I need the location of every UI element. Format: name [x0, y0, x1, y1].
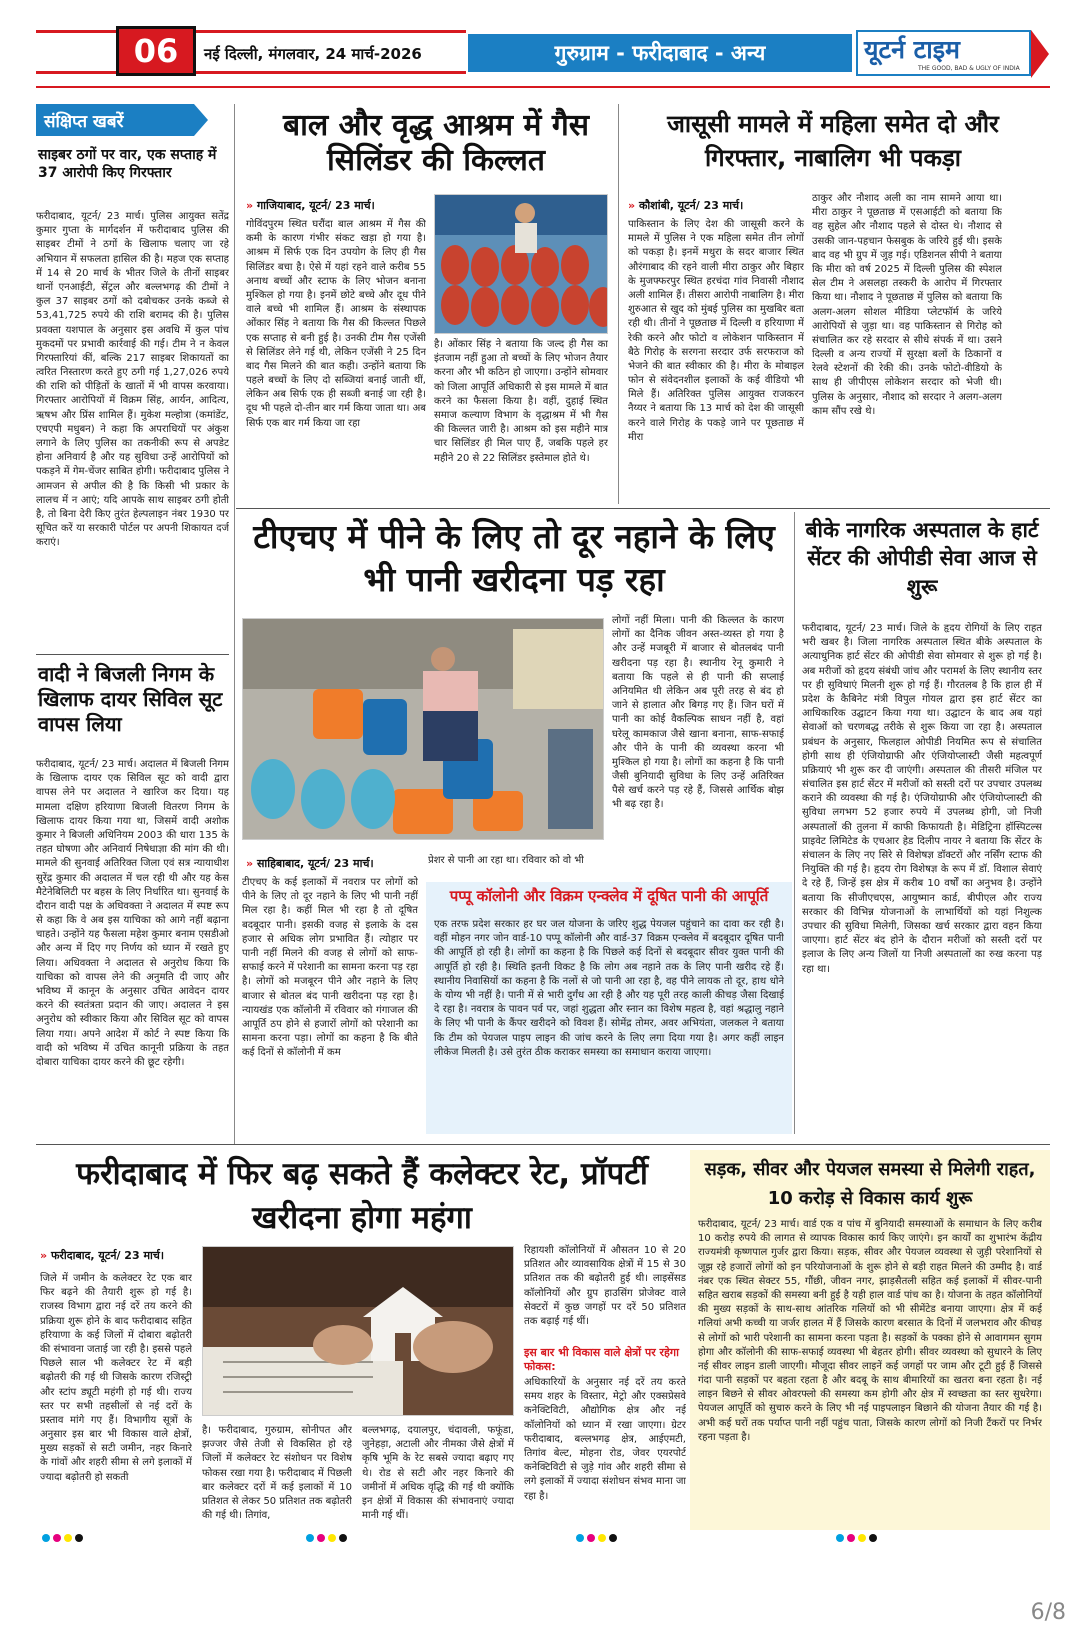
page-counter: 6/8 — [1030, 1600, 1066, 1625]
spy-headline: जासूसी मामले में महिला समेत दो और गिरफ्तार, नाबालिग भी पकड़ा — [667, 110, 999, 172]
column-rule — [234, 104, 235, 1144]
pappu-body: एक तरफ प्रदेश सरकार हर घर जल योजना के जरिए शुद्ध पेयजल पहुंचाने का दावा कर रही है। वहीं मोहन नगर जोन वार्ड-10 पप्पू कॉलोनी और वार्ड-37 विक्रम एन्क्लेव में बदबूदार दूषित पानी की आपूर्ति हो रही है। लोगों का कहना है कि पिछले कई दिनों से बदबूदार सीवर युक्त पानी की आपूर्ति हो रही है। स्थिति इतनी विकट है कि लोग अब नहाने तक के लिए पानी खरीद रहे हैं। स्थानीय निवासियों का कहना है कि नलों से जो पानी आ रहा है, वह पीने लायक तो दूर, हाथ धोने के योग्य भी नहीं है। पानी में से भारी दुर्गंध आ रही है और यह पूरी तरह काली कीचड़ जैसा दिखाई दे रहा है। नवरात्र के पावन पर्व पर, जहां शुद्धता और स्नान का विशेष महत्व है, वहां श्रद्धालु नहाने के लिए भी पानी के कैंपर खरीदने को विवश हैं। सोमेंद्र तोमर, अवर अभियंता, जलकल ने बताया कि टीम को पेयजल पाइप लाइन की जांच करने के लिए लगा दिया गया है। अगर कहीं लाइन लीकेज मिलती है। उसे तुरंत ठीक कराकर समस्या का समाधान कराया जाएगा। — [434, 919, 784, 1058]
collector-body-col1: जिले में जमीन के कलेक्टर रेट एक बार फिर बढ़ने की तैयारी शुरू हो गई है। राजस्व विभाग द्वारा नई दरें तय करने की प्रक्रिया शुरू होने के बाद फरीदाबाद सहित हरियाणा के कई जिलों में दोबारा बढ़ोतरी की संभावना जताई जा रही है। इससे पहले पिछले साल भी कलेक्टर रेट में बड़ी बढ़ोतरी की गई थी जिसके कारण रजिस्ट्री और स्टांप ड्यूटी महंगी हो गई थी। राज्य स्तर पर सभी तहसीलों से नई दरों के प्रस्ताव मांगे गए हैं। विभागीय सूत्रों के अनुसार इस बार भी विकास वाले क्षेत्रों, मुख्य सड़कों से सटी जमीन, नहर किनारे के गांवों और शहरी सीमा से लगे इलाकों में ज्यादा बढ़ोतरी हो सकती — [40, 1273, 192, 1483]
collector-body-col2: है। फरीदाबाद, गुरुग्राम, सोनीपत और झज्जर जैसे तेजी से विकसित हो रहे जिलों में कलेक्टर रेट संशोधन पर विशेष फोकस रखा गया है। फरीदाबाद में पिछली बार कलेक्टर दरों में कई इलाकों में 10 प्रतिशत से लेकर 50 प्रतिशत तक बढ़ोतरी की गई थी। तिगांव, — [202, 1425, 352, 1522]
water-byline: » साहिबाबाद, यूटर्न/ 23 मार्च। — [246, 857, 374, 870]
ashram-headline: बाल और वृद्ध आश्रम में गैस सिलिंडर की किल्लत — [282, 108, 590, 179]
hospital-body: फरीदाबाद, यूटर्न/ 23 मार्च। जिले के हृदय रोगियों के लिए राहत भरी खबर है। जिला नागरिक अस्पताल स्थित बीके अस्पताल के अत्याधुनिक हार्ट सेंटर की ओपीडी सेवा सोमवार से शुरू हो गई है। अब मरीजों को हृदय संबंधी जांच और परामर्श के लिए स्थानीय स्तर पर ही सुविधाएं मिलनी शुरू हो गई हैं। गौरतलब है कि हाल ही में प्रदेश के कैबिनेट मंत्री विपुल गोयल द्वारा इस हार्ट सेंटर का आधिकारिक उद्घाटन किया गया था। उद्घाटन के बाद अब यहां सेवाओं को चरणबद्ध तरीके से शुरू किया जा रहा है। अस्पताल प्रबंधन के अनुसार, फिलहाल ओपीडी नियमित रूप से संचालित होगी साथ ही एंजियोग्राफी और एंजियोप्लास्टी जैसी महत्वपूर्ण प्रक्रियाएं भी शुरू कर दी जाएंगी। अस्पताल की तीसरी मंजिल पर संचालित इस हार्ट सेंटर में मरीजों को सस्ती दरों पर उपचार उपलब्ध कराने की व्यवस्था की गई है। एंजियोग्राफी और एंजियोप्लास्टी की सुविधा लगभग 52 हजार रुपये में उपलब्ध होगी, जो निजी अस्पतालों की तुलना में काफी किफायती है। मेडिट्रिना हॉस्पिटल्स प्राइवेट लिमिटेड के एचआर हेड दिलीप नायर ने बताया कि सेंटर के संचालन के लिए नए सिरे से विशेषज्ञ डॉक्टरों और नर्सिंग स्टाफ की नियुक्ति की गई है। हृदय रोग विशेषज्ञ के रूप में डॉ. विशाल सेवाएं दे रहे हैं, जिन्हें इस क्षेत्र में करीब 10 वर्षों का अनुभव है। उन्होंने बताया कि सीजीएचएस, आयुष्मान कार्ड, बीपीएल और राज्य सरकार की विभिन्न योजनाओं के लाभार्थियों को यहां निशुल्क उपचार की सुविधा मिलेगी, जिसका खर्च सरकार द्वारा वहन किया जाएगा। हार्ट सेंटर बंद होने के दौरान मरीजों को सस्ती दरों पर इलाज के लिए अन्य जिलों या निजी अस्पतालों का रुख करना पड़ रहा था। — [802, 623, 1042, 975]
collector-subhead: इस बार भी विकास वाले क्षेत्रों पर रहेगा फोकस: — [524, 1346, 679, 1374]
gas-cylinder-photo — [434, 194, 608, 334]
registration-marks — [836, 1534, 877, 1544]
water-body-right: लोगों नहीं मिला। पानी की किल्लत के कारण लोगों का दैनिक जीवन अस्त-व्यस्त हो गया है और उन्हें मजबूरी में बाजार से बोतलबंद पानी खरीदना पड़ रहा है। स्थानीय रेनू कुमारी ने बताया कि पहले से ही पानी की सप्लाई अनियमित थी लेकिन अब पूरी तरह से बंद हो जाने से हालात और बिगड़ गए हैं। जिन घरों में पानी का कोई वैकल्पिक साधन नहीं है, वहां घरेलू कामकाज जैसे खाना बनाना, साफ-सफाई और पीने के पानी की व्यवस्था करना भी मुश्किल हो गया है। लोगों का कहना है कि पानी जैसी बुनियादी सुविधा के लिए उन्हें अतिरिक्त पैसे खर्च करने पड़ रहे हैं, जिससे आर्थिक बोझ भी बढ़ रहा है। — [612, 615, 784, 811]
column-rule — [618, 104, 619, 504]
ashram-byline: » गाजियाबाद, यूटर्न/ 23 मार्च। — [246, 199, 375, 212]
cyan-dot — [42, 1534, 50, 1542]
logo-arrow-icon — [1031, 30, 1049, 78]
registration-marks — [306, 1534, 347, 1544]
ashram-body-left: गोविंदपुरम स्थित घरौंदा बाल आश्रम में गैस की कमी के कारण गंभीर संकट खड़ा हो गया है। आश्रम में सिर्फ एक दिन उपयोग के लिए ही गैस सिलिंडर बचा है। ऐसे में यहां रहने वाले करीब 55 अनाथ बच्चों और स्टाफ के लिए भोजन बनाना मुश्किल हो गया है। इनमें छोटे बच्चे और दूध पीने वाले बच्चे भी शामिल हैं। आश्रम के संस्थापक ओंकार सिंह ने बताया कि गैस की किल्लत पिछले एक सप्ताह से बनी हुई है। उनकी टीम गैस एजेंसी से सिलिंडर लेने गई थी, लेकिन एजेंसी ने 25 दिन बाद गैस मिलने की बात कही। उन्होंने बताया कि पहले बच्चों के लिए दो सब्जियां बनाई जाती थीं, लेकिन अब सिर्फ एक ही सब्जी बनाई जा रही है। दूध भी पहले दो-तीन बार गर्म किया जाता था। अब सिर्फ एक बार गर्म किया जा रहा — [246, 219, 426, 429]
newspaper-logo — [856, 30, 1031, 76]
collector-body-col4-bottom: अधिकारियों के अनुसार नई दरें तय करते समय शहर के विस्तार, मेट्रो और एक्सप्रेसवे कनेक्टिविटी, औद्योगिक क्षेत्र और नई कॉलोनियों को ध्यान में रखा जाएगा। ग्रेटर फरीदाबाद, बल्लभगढ़ क्षेत्र, आईएमटी, तिगांव बेल्ट, मोहना रोड, जेवर एयरपोर्ट कनेक्टिविटी से जुड़े गांव और शहरी सीमा से लगे इलाकों में ज्यादा संशोधन संभव माना जा रहा है। — [524, 1377, 686, 1502]
collector-byline: » फरीदाबाद, यूटर्न/ 23 मार्च। — [40, 1249, 165, 1262]
dateline: नई दिल्ली, मंगलवार, 24 मार्च-2026 — [204, 45, 422, 63]
collector-byline-text: फरीदाबाद, यूटर्न/ 23 मार्च। — [50, 1249, 165, 1262]
spy-byline-text: कौशांबी, यूटर्न/ 23 मार्च। — [638, 199, 744, 212]
pappu-headline: पप्पू कॉलोनी और विक्रम एन्क्लेव में दूषित पानी की आपूर्ति — [449, 887, 769, 905]
hospital-headline: बीके नागरिक अस्पताल के हार्ट सेंटर की ओपीडी सेवा आज से शुरू — [805, 518, 1039, 599]
brief2-body: फरीदाबाद, यूटर्न/ 23 मार्च। अदालत में बिजली निगम के खिलाफ दायर एक सिविल सूट को वादी द्वारा वापस लेने पर अदालत ने खारिज कर दिया। यह मामला दक्षिण हरियाणा बिजली वितरण निगम के खिलाफ दायर किया गया था, जिसमें वादी अशोक कुमार ने बिजली अधिनियम 2003 की धारा 135 के तहत घोषणा और अनिवार्य निषेधाज्ञा की मांग की थी। मामले की सुनवाई अतिरिक्त जिला एवं सत्र न्यायाधीश सुरेंद्र कुमार की अदालत में चल रही थी और यह केस मैटेनेबिलिटी पर बहस के लिए निर्धारित था। सुनवाई के दौरान वादी पक्ष के अधिवक्ता ने अदालत में स्पष्ट रूप से कहा कि वे अब इस याचिका को आगे नहीं बढ़ाना चाहते। उन्होंने यह फैसला महेश कुमार बनाम एसडीओ और अन्य में दिए गए निर्णय को ध्यान में रखते हुए लिया। अधिवक्ता ने अदालत से अनुरोध किया कि याचिका को वापस लेने की अनुमति दी जाए और भविष्य में कानून के अनुसार उचित आवेदन दायर करने की स्वतंत्रता प्रदान की जाए। अदालत ने इस अनुरोध को स्वीकार किया और सिविल सूट को वापस लिया गया। अपने आदेश में कोर्ट ने स्पष्ट किया कि वादी को भविष्य में उचित कानूनी प्रक्रिया के तहत दोबारा याचिका दायर करने की छूट रहेगी। — [36, 759, 229, 1068]
ashram-body-right: है। ओंकार सिंह ने बताया कि जल्द ही गैस का इंतजाम नहीं हुआ तो बच्चों के लिए भोजन तैयार करना और भी कठिन हो जाएगा। उन्होंने सोमवार को जिला आपूर्ति अधिकारी से इस मामले में बात करने का फैसला किया है। वहीं, दुहाई स्थित समाज कल्याण विभाग के वृद्धाश्रम में भी गैस की किल्लत जारी है। आश्रम को इस महीने मात्र चार सिलिंडर ही मिल पाए हैं, जबकि पहले हर महीने 20 से 22 सिलिंडर इस्तेमाल होते थे। — [434, 339, 608, 464]
spy-body-left: पाकिस्तान के लिए देश की जासूसी करने के मामले में पुलिस ने एक महिला समेत तीन लोगों को पकड़ा है। इनमें मथुरा के सदर बाजार स्थित औरंगाबाद की रहने वाली मीरा ठाकुर और बिहार के मुजफ्फरपुर स्थित हरचंदा गांव निवासी नौशाद अली शामिल हैं। तीसरा आरोपी नाबालिग है। मीरा शुरुआत से खुद को मुंबई पुलिस का मुखबिर बता रही थी। तीनों ने पूछताछ में दिल्ली व हरियाणा में रेकी करने और फोटो व लोकेशन पाकिस्तान में बैठे गिरोह के सरगना सरदार उर्फ सरफराज को भेजने की बात स्वीकार की है। मीरा के मोबाइल फोन से संवेदनशील इलाकों के कई वीडियो भी मिले हैं। अतिरिक्त पुलिस आयुक्त राजकरन नैय्यर ने बताया कि 13 मार्च को देश की जासूसी करने वाले गिरोह के पकड़े जाने पर पूछताछ में मीरा — [628, 219, 804, 443]
collector-body-col3: बल्लभगढ़, दयालपुर, चंदावली, फफूंडा, जुनेहड़ा, अटाली और नीमका जैसे क्षेत्रों में कृषि भूमि के रेट सबसे ज्यादा बढ़ाए गए थे। रोड से सटी और नहर किनारे की जमीनों में अधिक वृद्धि की गई थी क्योंकि इन क्षेत्रों में विकास की संभावनाएं ज्यादा मानी गई थीं। — [362, 1425, 514, 1522]
ashram-byline-text: गाजियाबाद, यूटर्न/ 23 मार्च। — [256, 199, 375, 212]
briefs-tag: संक्षिप्त खबरें — [36, 104, 194, 136]
masthead — [36, 26, 1050, 82]
brief2-headline: वादी ने बिजली निगम के खिलाफ दायर सिविल सूट वापस लिया — [38, 662, 223, 736]
yellow-dot — [64, 1534, 72, 1542]
property-handover-photo — [202, 1246, 514, 1416]
edition-band: गुरुग्राम - फरीदाबाद - अन्य — [468, 34, 852, 72]
masthead-rule — [36, 86, 1050, 88]
section-rule — [36, 1144, 1050, 1145]
black-dot — [75, 1534, 83, 1542]
logo-text: यूटर्न टाइम — [864, 35, 960, 64]
registration-marks — [576, 1534, 617, 1544]
collector-body-col4-top: रिहायशी कॉलोनियों में औसतन 10 से 20 प्रतिशत और व्यावसायिक क्षेत्रों में 15 से 30 प्रतिशत तक की बढ़ोतरी हुई थी। लाइसेंसड कॉलोनियों और ग्रुप हाउसिंग प्रोजेक्ट वाले सेक्टरों में कुछ जगहों पर दरें 50 प्रतिशत तक बढ़ाई गई थीं। — [524, 1245, 686, 1327]
spy-body-right: ठाकुर और नौशाद अली का नाम सामने आया था। मीरा ठाकुर ने पूछताछ में एसआईटी को बताया कि वह सुहेल और नौशाद पहले से दोस्त थे। नौशाद से उसकी जान-पहचान फेसबुक के जरिये हुई थी। इसके बाद वह भी ग्रुप में जुड़ गई। एडिशनल सीपी ने बताया कि मीरा को वर्ष 2025 में दिल्ली पुलिस की स्पेशल सेल टीम ने असलहा तस्करी के आरोप में गिरफ्तार किया था। नौशाद ने पूछताछ में पुलिस को बताया कि अलग-अलग सोशल मीडिया प्लेटफॉर्म के जरिये आरोपियों से जुड़ा था। वह पाकिस्तान से गिरोह को संचालित कर रहे सरदार से सीधे संपर्क में था। उसने दिल्ली व अन्य राज्यों में सुरक्षा बलों के ठिकानों व रेलवे स्टेशनों की रेकी की। उनके फोटो-वीडियो के साथ ही जीपीएस लोकेशन सरदार को भेजी थी। पुलिस के अनुसार, नौशाद को सरदार ने अलग-अलग काम सौंप रखे थे। — [812, 193, 1002, 417]
water-headline: टीएचए में पीने के लिए तो दूर नहाने के लिए भी पानी खरीदना पड़ रहा — [253, 517, 775, 599]
water-cans-photo — [242, 618, 604, 840]
newspaper-page — [36, 26, 1050, 1586]
magenta-dot — [53, 1534, 61, 1542]
section-rule — [236, 508, 1050, 509]
water-byline-text: साहिबाबाद, यूटर्न/ 23 मार्च। — [256, 857, 374, 870]
spy-byline: » कौशांबी, यूटर्न/ 23 मार्च। — [628, 199, 744, 212]
logo-tagline: THE GOOD, BAD & UGLY OF INDIA — [918, 65, 1020, 72]
registration-marks — [42, 1534, 83, 1544]
roads-body: फरीदाबाद, यूटर्न/ 23 मार्च। वार्ड एक व पांच में बुनियादी समस्याओं के समाधान के लिए करीब 10 करोड़ रुपये की लागत से व्यापक विकास कार्य किए जाएंगे। इन कार्यों का शुभारंभ केंद्रीय राज्यमंत्री कृष्णपाल गुर्जर द्वारा किया। सड़क, सीवर और पेयजल व्यवस्था से जुड़ी परेशानियों से जूझ रहे हजारों लोगों को इन परियोजनाओं के शुरू होने से बड़ी राहत मिलने की उम्मीद है। वार्ड नंबर एक स्थित सेक्टर 55, गौंछी, जीवन नगर, झाड़सैतली सहित कई इलाकों में सीवर-पानी सहित खराब सड़कों की समस्या बनी हुई है यही हाल वार्ड पांच का है। योजना के तहत कॉलोनियों की मुख्य सड़कों के साथ-साथ आंतरिक गलियों को भी सीमेंटेड बनाया जाएगा। क्षेत्र में कई गलियां अभी कच्ची या जर्जर हालत में हैं जिसके कारण बरसात के दिनों में जलभराव और कीचड़ से लोगों को भारी परेशानी का सामना करना पड़ता है। सड़कों के पक्का होने से आवागमन सुगम होगा और कॉलोनी की साफ-सफाई व्यवस्था भी बेहतर होगी। सीवर व्यवस्था को सुधारने के लिए नई सीवर लाइन डाली जाएगी। मौजूदा सीवर लाइनें कई जगहों पर जाम और टूटी हुई हैं जिससे गंदा पानी सड़कों पर बहता रहता है और बदबू के साथ बीमारियों का खतरा बना रहता है। नई लाइन बिछने से सीवर ओवरफ्लो की समस्या कम होगी और क्षेत्र में स्वच्छता का स्तर सुधरेगा। पेयजल आपूर्ति को सुचारु करने के लिए भी नई पाइपलाइन बिछाने की योजना तैयार की गई है। अभी कई घरों तक पर्याप्त पानी नहीं पहुंच पाता, जिसके कारण लोगों को निजी टैंकरों पर निर्भर रहना पड़ता है। — [698, 1219, 1042, 1443]
brief-divider — [36, 654, 229, 655]
water-body-left: टीएचए के कई इलाकों में नवरात्र पर लोगों को पीने के लिए तो दूर नहाने के लिए भी पानी नहीं मिल रहा है। कहीं मिल भी रहा है तो दूषित बदबूदार पानी। इसकी वजह से इलाके के दस हजार से अधिक लोग प्रभावित हैं। त्योहार पर पानी नहीं मिलने की वजह से लोगों को साफ-सफाई करने में परेशानी का सामना करना पड़ रहा है। लोगों को मजबूरन पीने और नहाने के लिए बाजार से बोतल बंद पानी खरीदना पड़ रहा है। न्यायखंड एक कॉलोनी में रविवार को गंगाजल की आपूर्ति ठप होने से हजारों लोगों को परेशानी का सामना करना पड़ा। लोगों का कहना है कि बीते कई दिनों से कॉलोनी में कम — [242, 877, 418, 1059]
brief1-headline: साइबर ठगों पर वार, एक सप्ताह में 37 आरोपी किए गिरफ्तार — [38, 147, 217, 182]
page-number: 06 — [116, 26, 196, 76]
water-body-mid: प्रेशर से पानी आ रहा था। रविवार को वो भी — [428, 855, 584, 866]
column-rule — [794, 512, 795, 1134]
brief1-body: फरीदाबाद, यूटर्न/ 23 मार्च। पुलिस आयुक्त सतेंद्र कुमार गुप्ता के मार्गदर्शन में फरीदाबाद पुलिस की साइबर टीमों ने ठगों के खिलाफ चलाए जा रहे अभियान में सफलता हासिल की है। महज एक सप्ताह में 14 से 20 मार्च के भीतर जिले के तीनों साइबर थानों एनआईटी, सेंट्रल और बल्लभगढ़ की टीमों ने कुल 37 साइबर ठगों को दबोचकर उनके कब्जे से 53,41,725 रुपये की राशि बरामद की है। पुलिस प्रवक्ता यशपाल के अनुसार इस अवधि में कुल पांच मुकदमों पर प्रभावी कार्रवाई की गई। टीम ने न केवल गिरफ्तारियां कीं, बल्कि 217 साइबर शिकायतों का त्वरित निस्तारण करते हुए ठगी गई 1,27,026 रुपये की राशि को पीड़ितों के खातों में भी वापस करवाया। गिरफ्तार आरोपियों में विक्रम सिंह, आर्यन, आदित्य, ऋषभ और प्रिंस शामिल हैं। मुकेश मल्होत्रा (कमांडेंट, एचएपी मधुबन) ने कहा कि अपराधियों पर अंकुश लगाने के लिए पुलिस का तकनीकी रूप से अपडेट होना अनिवार्य है और यह सुविधा उन्हें आरोपियों को पकड़ने में गेम-चेंजर साबित होगी। फरीदाबाद पुलिस ने आमजन से अपील की है कि किसी भी प्रकार के लालच में न आएं; यदि आपके साथ साइबर ठगी होती है, तो बिना देरी किए तुरंत हेल्पलाइन नंबर 1930 पर सूचित करें या सरकारी पोर्टल पर अपनी शिकायत दर्ज कराएं। — [36, 211, 229, 549]
collector-headline: फरीदाबाद में फिर बढ़ सकते हैं कलेक्टर रेट, प्रॉपर्टी खरीदना होगा महंगा — [76, 1156, 648, 1237]
roads-headline: सड़क, सीवर और पेयजल समस्या से मिलेगी राहत, 10 करोड़ से विकास कार्य शुरू — [704, 1159, 1036, 1209]
